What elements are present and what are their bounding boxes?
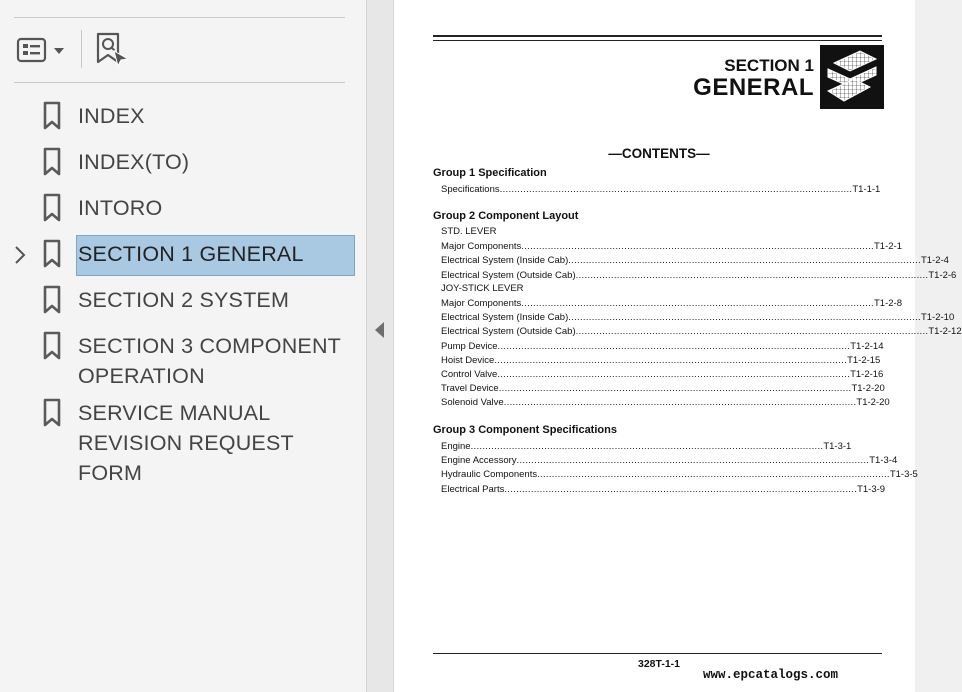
watermark-text: www.epcatalogs.com (703, 668, 839, 682)
expand-chevron-icon[interactable] (12, 243, 28, 267)
toc-entry-page: T1-2-6 (928, 269, 957, 281)
toc-entry-title: Travel Device (441, 383, 499, 395)
bookmark-icon (42, 398, 62, 428)
toc-entry (441, 311, 955, 324)
toc-entry (441, 183, 881, 196)
toc-entry-title: Electrical System (Inside Cab) (441, 312, 569, 324)
bookmark-label: SECTION 1 GENERAL (78, 242, 304, 266)
toc-entry (441, 340, 884, 353)
toc-group-title: Group 2 Component Layout (433, 210, 579, 222)
list-options-icon (16, 36, 68, 64)
toc-entry (441, 240, 902, 253)
toc-entry (441, 382, 885, 395)
toc-entry-title: Electrical System (Inside Cab) (441, 255, 569, 267)
toc-leader-dots: ........................................................................................................................ (568, 312, 921, 324)
page-code: 328T-1-1 (637, 658, 681, 670)
toc-entry-page: T1-3-1 (823, 441, 852, 452)
toc-entry-title: Solenoid Valve (441, 397, 504, 409)
header-rule-thick (433, 35, 882, 37)
toc-entry-page: T1-2-10 (920, 312, 955, 324)
toc-entry-page: T1-2-16 (850, 369, 884, 380)
bookmark-icon (42, 331, 62, 361)
toc-entry (441, 483, 886, 496)
toc-entry-page: T1-2-12 (928, 326, 962, 338)
toc-leader-dots: ........................................................................................................................ (498, 383, 852, 395)
toc-entry (441, 325, 962, 338)
bookmark-label: INDEX (78, 104, 145, 128)
bookmark-search-icon (93, 31, 131, 69)
toc-entry (441, 368, 884, 381)
toolbar-bottom-divider (14, 82, 345, 83)
toc-subheading: STD. LEVER (441, 226, 497, 237)
toc-entry-page: T1-2-15 (847, 354, 881, 366)
header-rule-thin (433, 40, 882, 41)
toc-leader-dots: ........................................................................................................................ (503, 397, 857, 409)
toc-entry-page: T1-2-8 (874, 298, 902, 309)
toc-group-title: Group 3 Component Specifications (433, 424, 617, 436)
toc-entry-page: T1-2-20 (856, 397, 890, 409)
toc-entry-title: Specifications (441, 184, 500, 195)
toc-entry (441, 254, 949, 267)
find-current-bookmark-button[interactable] (93, 31, 131, 69)
toc-leader-dots: ........................................................................................................................ (575, 269, 929, 281)
toc-entry (441, 269, 957, 282)
toc-entry-page: T1-2-20 (851, 383, 885, 395)
toc-leader-dots: ........................................................................................................................ (497, 369, 851, 380)
document-page (394, 0, 962, 692)
toc-entry-title: Electrical System (Outside Cab) (441, 269, 576, 281)
toc-entry (441, 354, 881, 367)
bookmark-icon (42, 193, 62, 223)
section-label: SECTION 1 (724, 56, 814, 75)
section-name: GENERAL (693, 74, 814, 101)
bookmark-label: SECTION 2 SYSTEM (78, 288, 290, 312)
toc-entry (441, 297, 902, 310)
toc-entry-title: Electrical System (Outside Cab) (441, 326, 576, 338)
toc-entry-page: T1-3-4 (869, 455, 898, 467)
bookmark-options-button[interactable] (16, 36, 68, 64)
toc-entry-title: Control Valve (441, 369, 498, 380)
toc-leader-dots: ........................................................................................................................ (537, 469, 890, 481)
collapse-panel-icon[interactable] (375, 322, 384, 338)
toc-entry (441, 454, 898, 467)
footer-rule (433, 653, 882, 654)
toc-subheading: JOY-STICK LEVER (441, 282, 524, 294)
bookmark-label: SERVICE MANUAL REVISION REQUEST FORM (78, 401, 294, 485)
toc-leader-dots: ........................................................................................................................ (494, 354, 848, 366)
bookmark-icon (42, 285, 62, 315)
bookmark-label: INTORO (78, 196, 163, 220)
toc-entry-title: Hoist Device (441, 354, 495, 366)
toc-entry-title: Major Components (441, 298, 522, 309)
panel-splitter[interactable] (366, 0, 394, 692)
toc-leader-dots: ........................................................................................................................ (521, 298, 874, 309)
bookmark-label: SECTION 3 COMPONENT OPERATION (78, 334, 341, 388)
toolbar-top-divider (14, 17, 345, 18)
toc-entry (441, 440, 852, 453)
toc-leader-dots: ........................................................................................................................ (504, 483, 858, 495)
section-logo (820, 45, 884, 109)
toc-entry-title: Major Components (441, 241, 522, 253)
toc-group-title: Group 1 Specification (433, 167, 547, 179)
toc-entry-page: T1-2-14 (850, 340, 884, 352)
toc-entry-page: T1-2-4 (920, 255, 949, 267)
toolbar-separator (81, 30, 82, 68)
toc-leader-dots: ........................................................................................................................ (521, 241, 874, 253)
toc-entry-title: Pump Device (441, 340, 498, 352)
toc-entry-page: T1-2-1 (874, 241, 902, 253)
toc-leader-dots: ........................................................................................................................ (516, 455, 870, 467)
bookmark-label: INDEX(TO) (78, 150, 190, 174)
toc-entry-page: T1-1-1 (852, 184, 881, 195)
toc-entry-page: T1-3-9 (857, 483, 886, 495)
bookmark-icon (42, 101, 62, 131)
contents-heading: —CONTENTS— (608, 146, 710, 161)
toc-leader-dots: ........................................................................................................................ (470, 441, 824, 452)
toc-leader-dots: ........................................................................................................................ (497, 340, 851, 352)
toc-entry-title: Electrical Parts (441, 483, 505, 495)
bookmark-icon (42, 239, 62, 269)
bookmarks-panel (0, 0, 366, 692)
toc-entry (441, 468, 918, 481)
bookmark-icon (42, 147, 62, 177)
section-s-logo-icon (820, 45, 884, 109)
toc-entry-title: Engine Accessory (441, 455, 517, 467)
toc-leader-dots: ........................................................................................................................ (575, 326, 929, 338)
toc-entry (441, 396, 890, 409)
toc-leader-dots: ........................................................................................................................ (568, 255, 921, 267)
toc-entry-page: T1-3-5 (889, 469, 918, 481)
toc-entry-title: Hydraulic Components (441, 469, 538, 481)
toc-entry-title: Engine (441, 441, 471, 452)
toc-leader-dots: ........................................................................................................................ (499, 184, 853, 195)
